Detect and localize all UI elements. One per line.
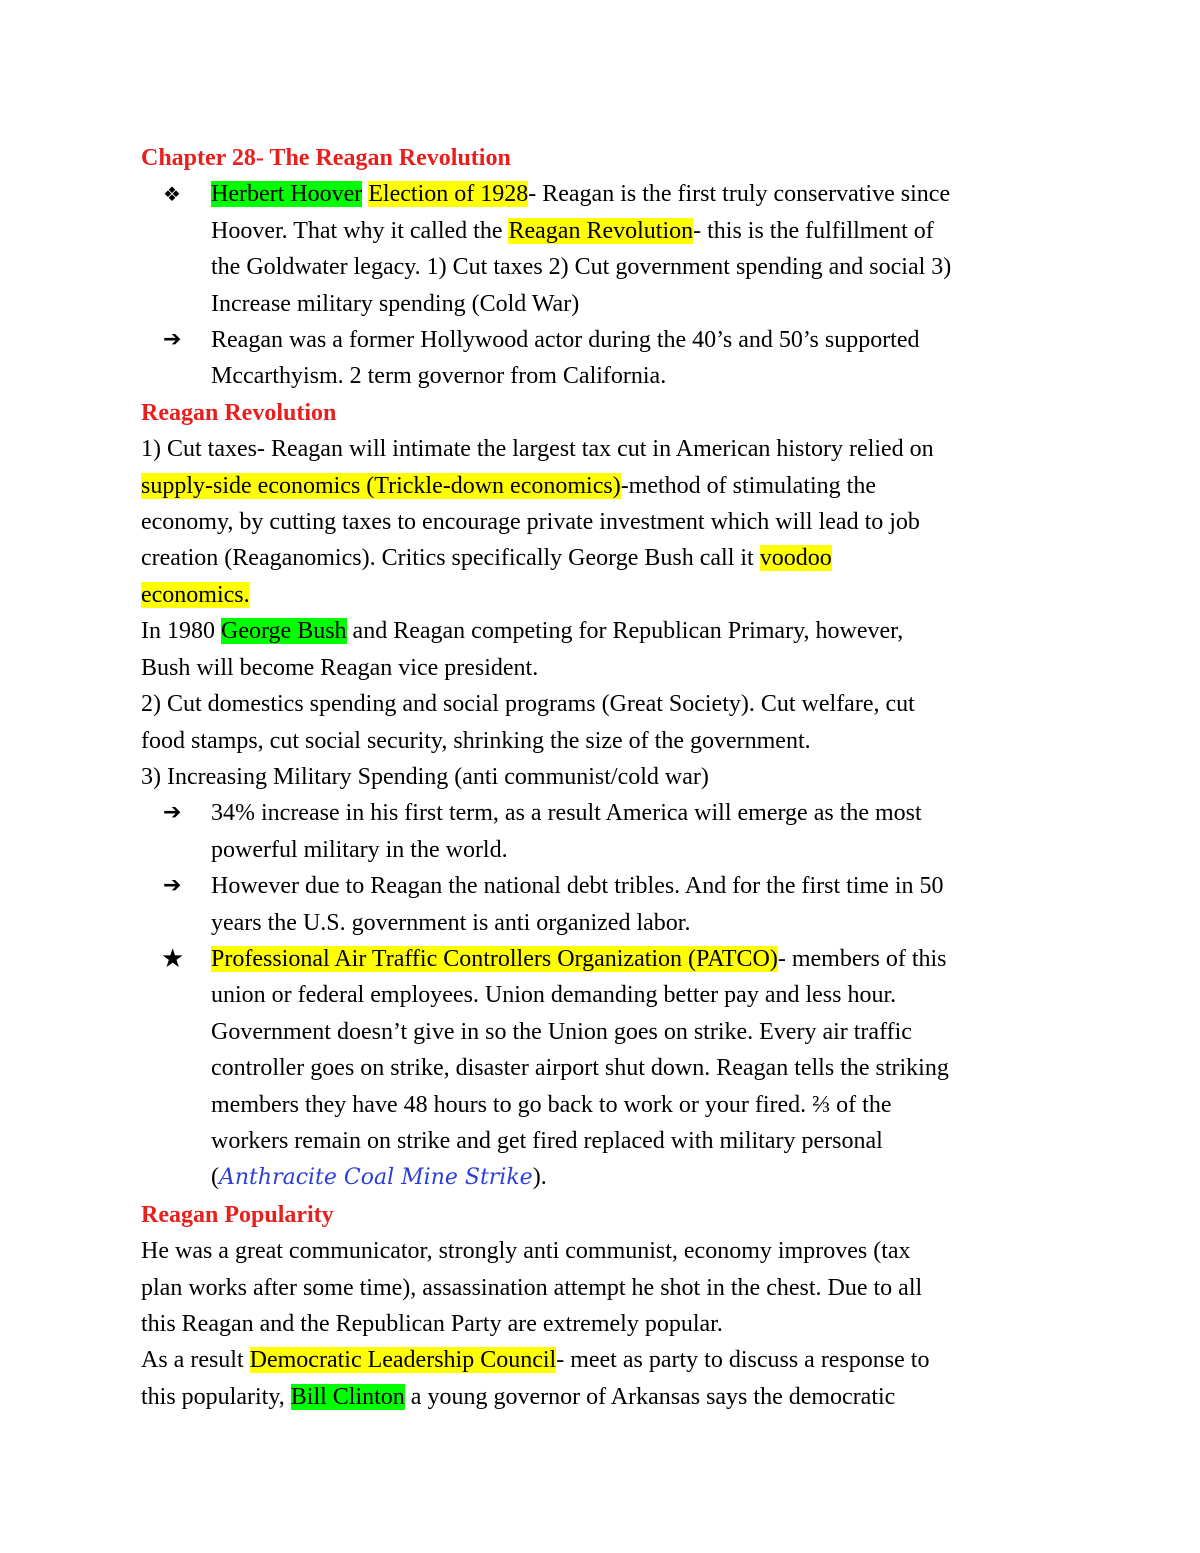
heading-reagan-popularity: Reagan Popularity: [141, 1201, 334, 1228]
arrow-bullet-icon: ➔: [163, 873, 182, 899]
paragraph-george-bush: In 1980 George Bush and Reagan competing for Republican Primary, however, Bush will become Reagan vice president.: [141, 618, 904, 681]
chapter-title: Chapter 28- The Reagan Revolution: [141, 145, 511, 171]
star-bullet-icon: ★: [161, 943, 185, 974]
highlight-patco: Professional Air Traffic Controllers Organization (PATCO): [211, 945, 778, 972]
highlight-voodoo: voodoo: [759, 545, 832, 572]
bullet-patco: ★ Professional Air Traffic Controllers Organization (PATCO)- members of this union or federal employees. Union demanding better pay and less hour. Government doesn’t give in so the Union goes on strike. Every air traffic controller goes on strike, disaster airport shut down. Reagan tells the striking members they have 48 hours to go back to work or your fired. ⅔ of the workers remain on strike and get fired replaced with military personal (Anthracite Coal Mine Strike).: [141, 941, 1060, 1197]
highlight-economics: economics.: [141, 581, 250, 608]
arrow-bullet-icon: ➔: [163, 800, 182, 826]
paragraph-dlc: As a result Democratic Leadership Council- meet as party to discuss a response to this popularity, Bill Clinton a young governor of Arkansas says the democratic: [141, 1347, 930, 1410]
bullet-hoover: ❖ Herbert Hoover Election of 1928- Reagan is the first truly conservative since Hoover. That why it called the Reagan Revolution- this is the fulfillment of the Goldwater legacy. 1) Cut taxes 2) Cut government spending and social 3) Increase military spending (Cold War): [141, 176, 1060, 322]
paragraph-cut-spending: 2) Cut domestics spending and social programs (Great Society). Cut welfare, cut food stamps, cut social security, shrinking the size of the government.: [141, 691, 915, 754]
paragraph-great-communicator: He was a great communicator, strongly anti communist, economy improves (tax plan works after some time), assassination attempt he shot in the chest. Due to all this Reagan and the Republican Party are extremely popular.: [141, 1238, 923, 1337]
highlight-election-1928: Election of 1928: [368, 181, 529, 208]
highlight-george-bush: George Bush: [221, 618, 347, 645]
highlight-bill-clinton: Bill Clinton: [290, 1383, 405, 1410]
bullet-34-percent: ➔ 34% increase in his first term, as a result America will emerge as the most powerful military in the world.: [141, 795, 1060, 868]
arrow-bullet-icon: ➔: [163, 327, 182, 353]
anthracite-reference: Anthracite Coal Mine Strike: [219, 1165, 533, 1191]
paragraph-military-spending: 3) Increasing Military Spending (anti communist/cold war): [141, 763, 709, 790]
bullet-hollywood-actor: ➔ Reagan was a former Hollywood actor during the 40’s and 50’s supported Mccarthyism. 2 term governor from California.: [141, 322, 1060, 395]
bullet-national-debt: ➔ However due to Reagan the national debt tribles. And for the first time in 50 years the U.S. government is anti organized labor.: [141, 868, 1060, 941]
heading-reagan-revolution: Reagan Revolution: [141, 399, 337, 426]
highlight-herbert-hoover: Herbert Hoover: [211, 181, 363, 208]
highlight-supply-side: supply-side economics (Trickle-down economics): [141, 472, 621, 499]
highlight-reagan-revolution: Reagan Revolution: [508, 217, 694, 244]
paragraph-cut-taxes: 1) Cut taxes- Reagan will intimate the largest tax cut in American history relied on supply-side economics (Trickle-down economics)-method of stimulating the economy, by cutting taxes to encourage private investment which will lead to job creation (Reaganomics). Critics specifically George Bush call it voodoo economics.: [141, 436, 934, 608]
highlight-dlc: Democratic Leadership Council: [249, 1347, 557, 1374]
diamond-bullet-icon: ❖: [163, 182, 181, 207]
